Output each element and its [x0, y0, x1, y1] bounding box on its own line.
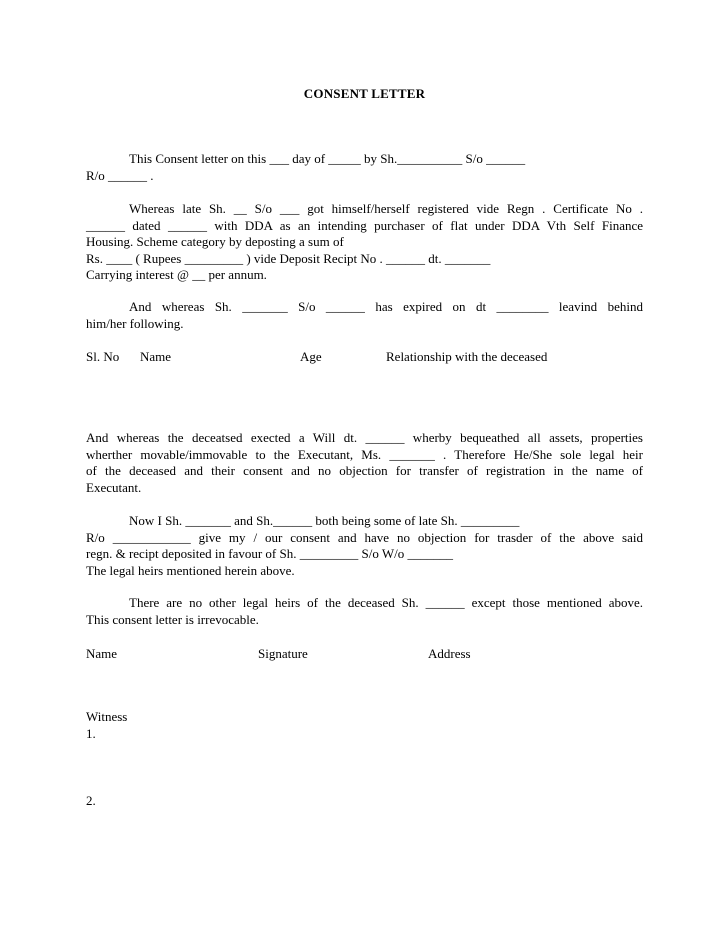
column-header-age: Age	[300, 349, 322, 364]
paragraph-whereas-registration	[86, 201, 643, 284]
paragraph-line	[86, 513, 643, 530]
paragraph-line: And whereas the deceatsed exected a Will dt. ______ wherby bequeathed all assets, properties	[86, 430, 643, 445]
paragraph-whereas-expired	[86, 299, 643, 332]
paragraph-will	[86, 430, 643, 496]
paragraph-line: R/o ______ .	[86, 167, 154, 183]
paragraph-line: him/her following.	[86, 315, 184, 331]
paragraph-line	[86, 299, 643, 316]
consent-letter-page	[86, 0, 643, 942]
paragraph-opening	[86, 151, 643, 184]
paragraph-text: There are no other legal heirs of the deceased Sh. ______ except those mentioned above.	[129, 595, 643, 610]
paragraph-text: Whereas late Sh. __ S/o ___ got himself/herself registered vide Regn . Certificate No .	[129, 201, 643, 216]
witness-section	[86, 709, 643, 742]
paragraph-line: regn. & recipt deposited in favour of Sh. _________ S/o W/o _______	[86, 546, 453, 561]
signature-label-signature: Signature	[258, 646, 308, 661]
heirs-table-header	[86, 349, 643, 365]
paragraph-line: Housing. Scheme category by deposting a sum of	[86, 234, 344, 249]
paragraph-line	[86, 595, 643, 612]
column-header-sl-no: Sl. No	[86, 349, 120, 364]
paragraph-line: ______ dated ______ with DDA as an intending purchaser of flat under DDA Vth Self Finance	[86, 217, 643, 233]
paragraph-no-other-heirs	[86, 595, 643, 628]
column-header-relationship: Relationship with the deceased	[386, 349, 548, 364]
paragraph-text: And whereas Sh. _______ S/o ______ has expired on dt ________ leavind behind	[129, 299, 643, 314]
paragraph-line: Rs. ____ ( Rupees _________ ) vide Deposit Recipt No . ______ dt. _______	[86, 250, 491, 266]
paragraph-line	[86, 201, 643, 218]
witness-item-1: 1.	[86, 725, 96, 741]
column-header-name: Name	[140, 349, 172, 364]
paragraph-line	[86, 151, 643, 168]
paragraph-line: This consent letter is irrevocable.	[86, 611, 259, 627]
signature-row	[86, 646, 643, 662]
signature-label-name: Name	[86, 646, 118, 661]
document-title: CONSENT LETTER	[303, 86, 426, 101]
witness-label: Witness	[86, 709, 128, 724]
paragraph-text: This Consent letter on this ___ day of _____ by Sh.__________ S/o ______	[129, 151, 526, 166]
paragraph-text: Now I Sh. _______ and Sh.______ both being some of late Sh. _________	[129, 513, 520, 528]
witness-item-2: 2.	[86, 793, 96, 808]
paragraph-line: Executant.	[86, 479, 142, 495]
paragraph-line: wherther movable/immovable to the Executant, Ms. _______ . Therefore He/She sole legal heir	[86, 446, 643, 462]
paragraph-line: of the deceased and their consent and no objection for transfer of registration in the name of	[86, 463, 643, 478]
paragraph-line: The legal heirs mentioned herein above.	[86, 562, 295, 578]
paragraph-line: Carrying interest @ __ per annum.	[86, 267, 267, 282]
paragraph-consent	[86, 513, 643, 579]
signature-label-address: Address	[428, 646, 471, 661]
witness-section-2	[86, 793, 643, 810]
paragraph-line: R/o ____________ give my / our consent and have no objection for trasder of the above said	[86, 529, 643, 545]
